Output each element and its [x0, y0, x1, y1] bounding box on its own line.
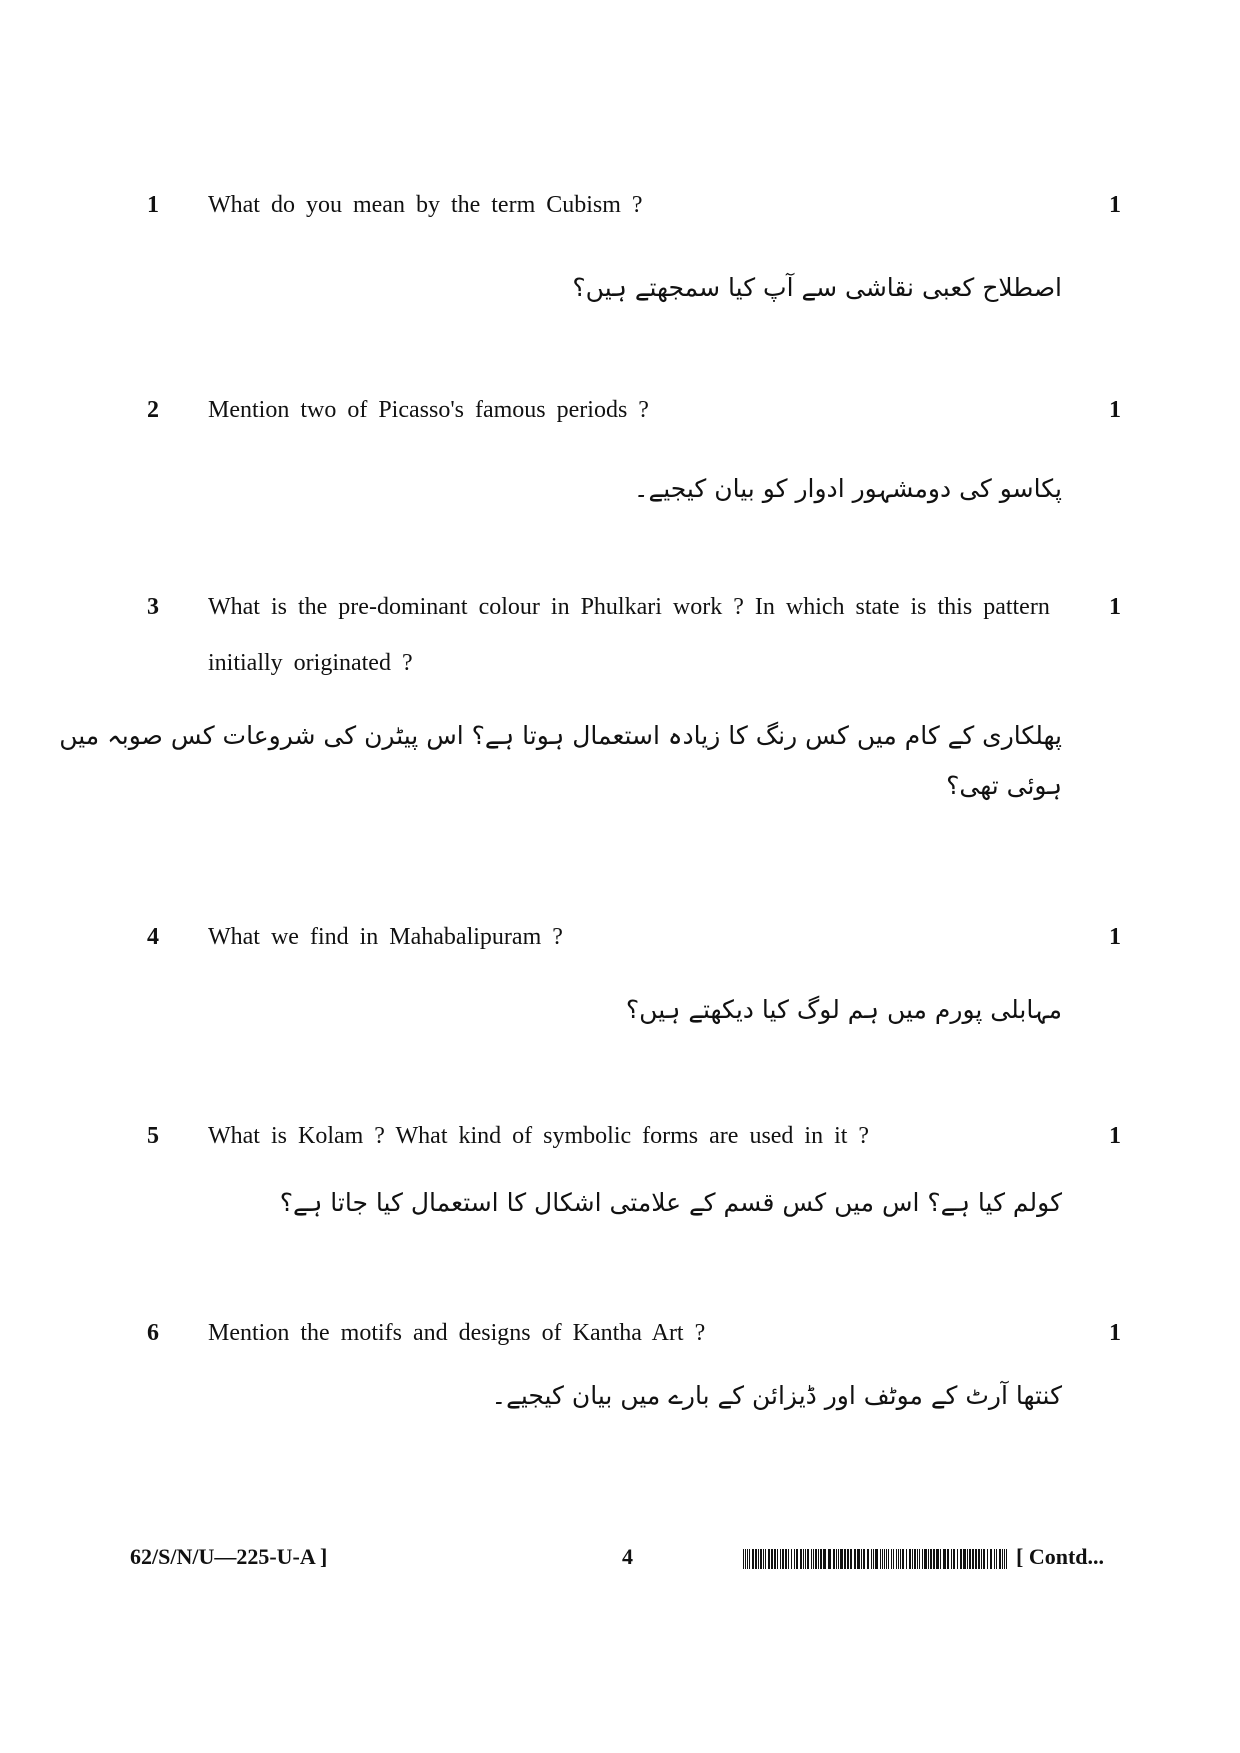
question-text: Mention the motifs and designs of Kantha Art ?: [208, 1320, 706, 1346]
urdu-translation-line: پھلکاری کے کام میں کس رنگ کا زیادہ استعمال ہوتا ہے؟ اس پیٹرن کی شروعات کس صوبہ میں: [59, 721, 1062, 750]
question-marks: 1: [1109, 1320, 1121, 1346]
question-number: 1: [147, 192, 159, 218]
question-number: 2: [147, 397, 159, 423]
question-number: 4: [147, 924, 159, 950]
urdu-translation-line: پکاسو کی دومشہور ادوار کو بیان کیجیے۔: [633, 474, 1062, 503]
question-number: 3: [147, 594, 159, 620]
question-text: Mention two of Picasso's famous periods ?: [208, 397, 649, 423]
question-marks: 1: [1109, 192, 1121, 218]
urdu-translation-line: ہوئی تھی؟: [946, 771, 1062, 800]
question-text: What is Kolam ? What kind of symbolic forms are used in it ?: [208, 1123, 870, 1149]
question-marks: 1: [1109, 594, 1121, 620]
urdu-translation-line: کولم کیا ہے؟ اس میں کس قسم کے علامتی اشکال کا استعمال کیا جاتا ہے؟: [279, 1188, 1062, 1217]
continued-label: [ Contd...: [1016, 1544, 1105, 1569]
paper-code: 62/S/N/U—225-U-A ]: [130, 1544, 328, 1569]
question-number: 5: [147, 1123, 159, 1149]
page-number: 4: [622, 1544, 633, 1569]
urdu-translation-line: مہابلی پورم میں ہم لوگ کیا دیکھتے ہیں؟: [625, 995, 1062, 1024]
question-marks: 1: [1109, 924, 1121, 950]
question-text: What we find in Mahabalipuram ?: [208, 924, 563, 950]
question-marks: 1: [1109, 1123, 1121, 1149]
urdu-translation-line: کنتھا آرٹ کے موٹف اور ڈیزائن کے بارے میں بیان کیجیے۔: [491, 1381, 1062, 1410]
page-footer: [0, 1540, 1240, 1580]
question-marks: 1: [1109, 397, 1121, 423]
barcode-icon: [743, 1549, 1008, 1569]
question-text: What is the pre-dominant colour in Phulkari work ? In which state is this pattern initially originated ?: [208, 594, 1050, 676]
question-text: What do you mean by the term Cubism ?: [208, 192, 643, 218]
urdu-translation-line: اصطلاح کعبی نقاشی سے آپ کیا سمجھتے ہیں؟: [572, 273, 1062, 302]
question-number: 6: [147, 1320, 159, 1346]
